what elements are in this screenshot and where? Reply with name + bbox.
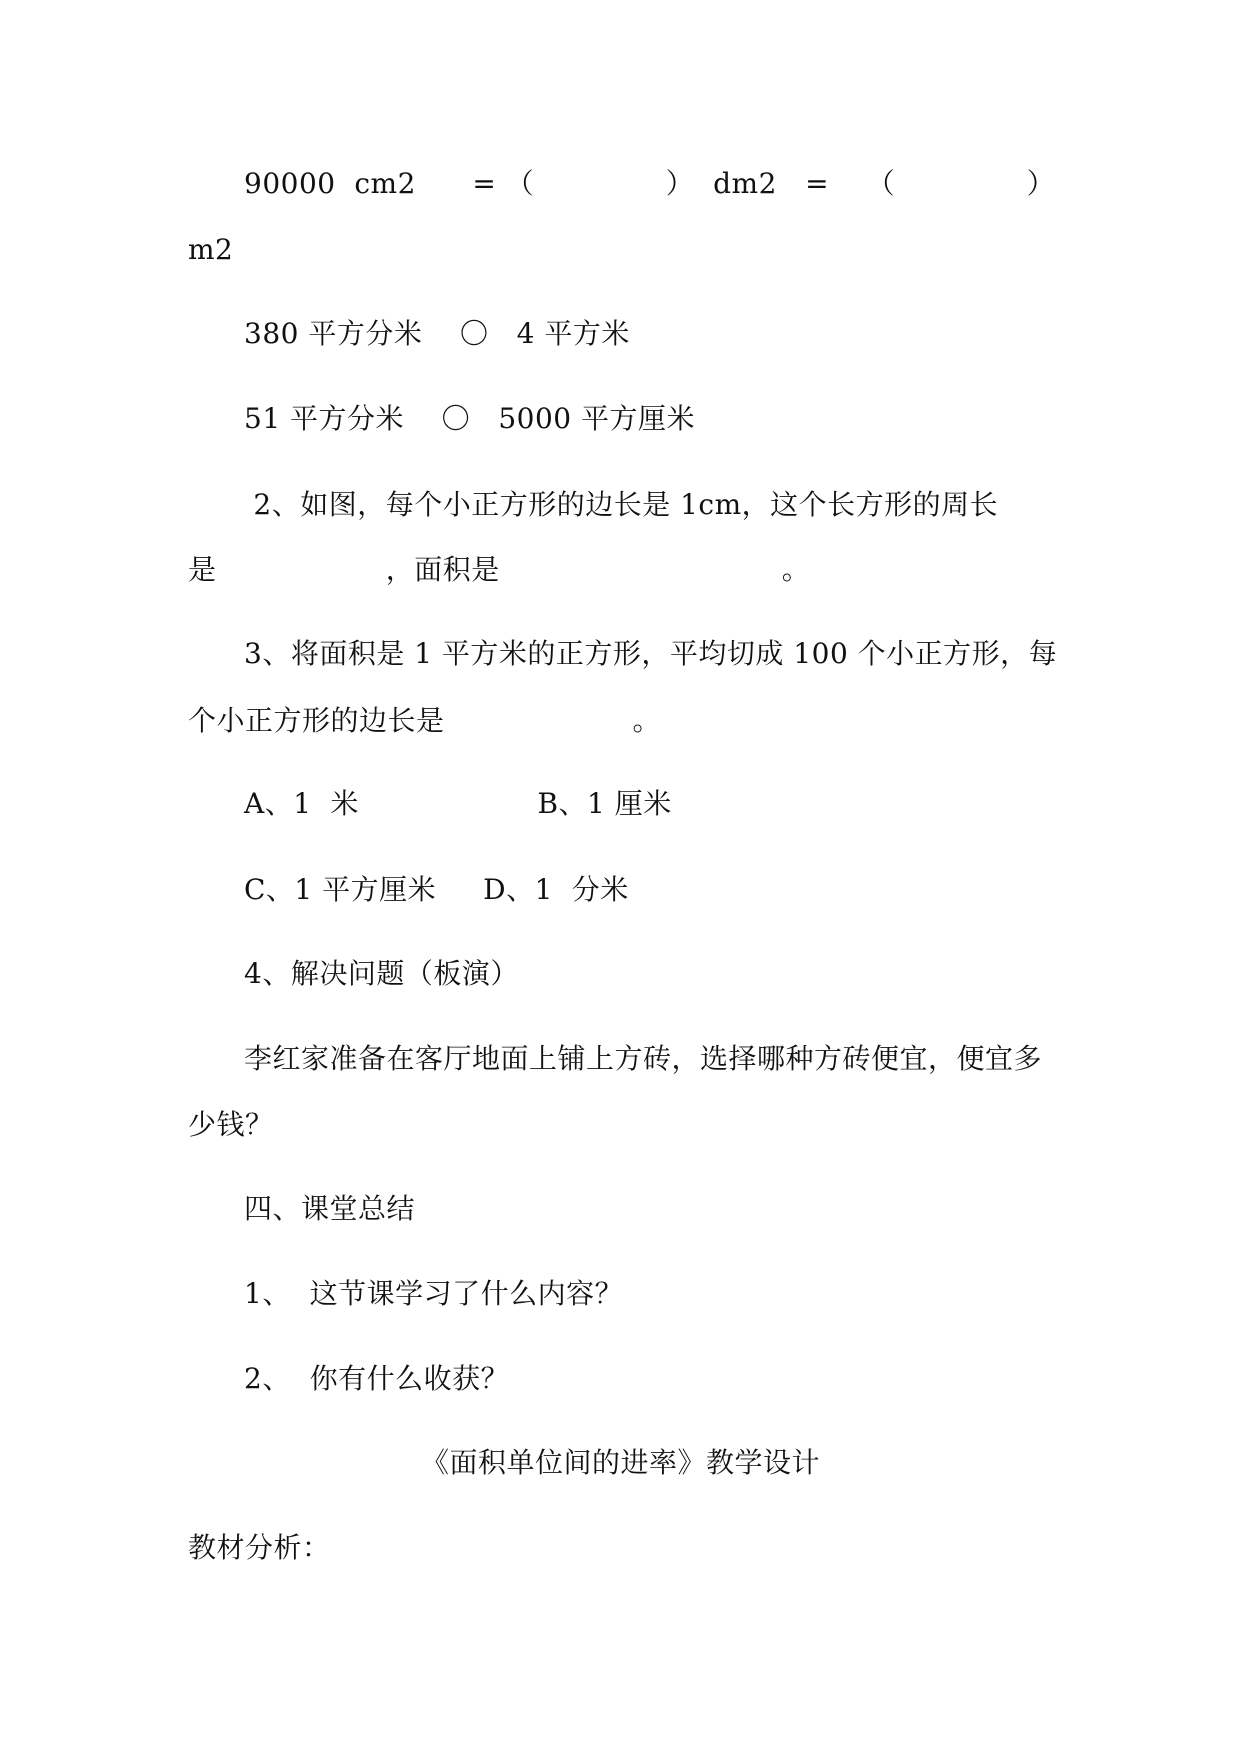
summary-heading: 四、课堂总结 — [244, 1192, 416, 1225]
compare-line-1: 380 平方分米 〇 4 平方米 — [244, 317, 630, 350]
section-title: 《面积单位间的进率》教学设计 — [420, 1446, 820, 1479]
exercise-3-options-row-1: A、1 米 B、1 厘米 — [244, 787, 672, 820]
exercise-2-line-2: 是 ，面积是 。 — [188, 553, 811, 586]
exercise-4-heading: 4、解决问题（板演） — [244, 957, 519, 990]
exercise-4-problem-line-1: 李红家准备在客厅地面上铺上方砖，选择哪种方砖便宜，便宜多 — [244, 1042, 1043, 1075]
exercise-3-line-1: 3、将面积是 1 平方米的正方形，平均切成 100 个小正方形，每 — [244, 637, 1058, 670]
summary-item-1: 1、 这节课学习了什么内容？ — [244, 1277, 624, 1310]
conversion-line: 90000 cm2 = （ ） dm2 = （ ） — [244, 167, 1056, 200]
compare-line-2: 51 平方分米 〇 5000 平方厘米 — [244, 402, 695, 435]
summary-item-2: 2、 你有什么收获？ — [244, 1362, 510, 1395]
conversion-unit: m2 — [188, 233, 234, 266]
exercise-4-problem-line-2: 少钱？ — [188, 1108, 274, 1141]
section-subheading: 教材分析： — [188, 1531, 331, 1564]
exercise-3-options-row-2: C、1 平方厘米 D、1 分米 — [244, 873, 629, 906]
exercise-2-line-1: 2、如图，每个小正方形的边长是 1cm，这个长方形的周长 — [244, 488, 999, 521]
exercise-3-line-2: 个小正方形的边长是 。 — [188, 704, 662, 737]
